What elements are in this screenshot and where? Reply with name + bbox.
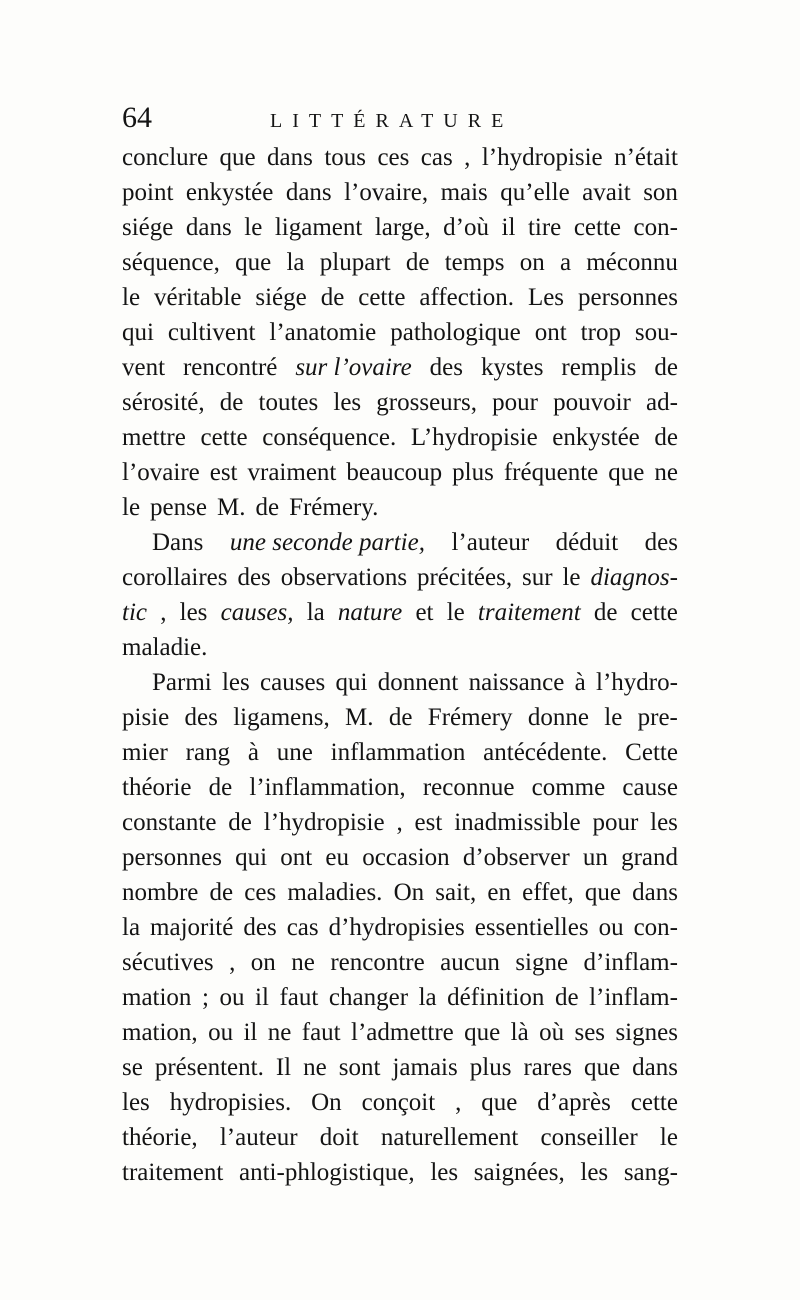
page-number: 64 <box>122 101 152 134</box>
word: conseiller <box>540 1124 638 1151</box>
word: le <box>122 284 141 311</box>
word: pour <box>592 809 639 836</box>
word: l’inflammation, <box>249 774 406 801</box>
word: con- <box>633 214 678 241</box>
word: Il <box>275 1054 292 1081</box>
text-line <box>122 420 678 455</box>
word: grand <box>621 844 678 871</box>
word: naissance <box>468 669 565 696</box>
text-line <box>122 840 678 875</box>
word: est <box>209 459 238 486</box>
text-line <box>122 140 678 175</box>
word: précitées, <box>416 564 513 591</box>
word: véritable <box>153 284 242 311</box>
word: hydropisies. <box>169 1089 292 1116</box>
text-line <box>122 770 678 805</box>
word: naturellement <box>380 1124 519 1151</box>
word: des <box>429 354 463 381</box>
word: faut <box>279 984 319 1011</box>
word: des <box>237 564 271 591</box>
word: les <box>122 1089 150 1116</box>
word: qui <box>235 844 268 871</box>
word: ou <box>219 984 245 1011</box>
word: qui <box>122 319 154 346</box>
word: conséquence. <box>262 424 397 451</box>
word: M. <box>216 494 246 521</box>
word: large, <box>374 214 431 241</box>
word: théorie, <box>122 1124 198 1151</box>
word: fréquente <box>503 459 599 486</box>
word: cette <box>573 214 621 241</box>
word: la <box>122 914 141 941</box>
word: donne <box>527 704 589 731</box>
word: sécutives <box>122 949 214 976</box>
word: sait, <box>435 879 477 906</box>
word: dans <box>285 179 332 206</box>
word: mier <box>122 739 168 766</box>
word: l’inflam- <box>589 984 678 1011</box>
word: ; <box>201 984 209 1011</box>
word: la <box>286 249 305 276</box>
word: essentielles <box>474 914 589 941</box>
word: n’était <box>614 144 678 171</box>
word: de <box>405 249 430 276</box>
word: cette <box>630 599 678 626</box>
word: rencontre <box>330 949 425 976</box>
word: siége <box>122 214 174 241</box>
word: rares <box>523 1054 573 1081</box>
text-line <box>122 455 678 490</box>
word: conçoit <box>361 1089 436 1116</box>
word: l’auteur <box>219 1124 298 1151</box>
word: enkystée <box>185 179 274 206</box>
word: il <box>501 214 516 241</box>
text-line <box>122 350 678 385</box>
word: rang <box>185 739 231 766</box>
word: inadmissible <box>454 809 581 836</box>
word: faut <box>301 1019 341 1046</box>
word: l’anatomie <box>269 319 377 346</box>
word: tous <box>324 144 366 171</box>
word: Les <box>527 284 565 311</box>
word: , <box>455 1089 462 1116</box>
word: où <box>539 1019 565 1046</box>
word: que <box>608 459 645 486</box>
word: cultivent <box>167 319 256 346</box>
word: vent <box>122 354 166 381</box>
word: des <box>243 914 277 941</box>
text-line <box>122 175 678 210</box>
word: cette <box>630 1089 678 1116</box>
word: , <box>229 949 236 976</box>
word: rencontré <box>182 354 278 381</box>
text-line <box>122 315 678 350</box>
word: pouvoir <box>553 389 631 416</box>
word: une <box>276 739 313 766</box>
word: en <box>487 879 511 906</box>
text-line <box>122 525 678 560</box>
word: L’hydropisie <box>410 424 538 451</box>
text-line <box>122 630 678 665</box>
word: à <box>247 739 259 766</box>
word: de <box>209 879 234 906</box>
word: mation, <box>122 1019 198 1046</box>
word: d’inflam- <box>583 949 678 976</box>
word: pense <box>150 494 207 521</box>
text-line <box>122 700 678 735</box>
word: séquence, <box>122 249 220 276</box>
word: ne <box>291 949 315 976</box>
word: le <box>122 494 141 521</box>
word: enkystée <box>552 424 640 451</box>
text-line <box>122 245 678 280</box>
word: il <box>243 1019 258 1046</box>
word: personnes <box>122 844 222 871</box>
word: les <box>221 669 250 696</box>
word: causes <box>260 669 326 696</box>
word: les <box>179 599 208 626</box>
word: que <box>219 144 256 171</box>
word: dans <box>632 879 678 906</box>
word: que <box>584 879 621 906</box>
word: l’hydropisie <box>263 809 385 836</box>
text-line <box>122 560 678 595</box>
word: cas <box>286 914 319 941</box>
word: ad- <box>646 389 678 416</box>
word: pre- <box>637 704 678 731</box>
word: que <box>584 1054 621 1081</box>
word: sur l’ovaire <box>295 354 412 381</box>
word: de <box>593 599 618 626</box>
word: effet, <box>522 879 574 906</box>
word: maladie. <box>122 634 208 661</box>
word: kystes <box>480 354 544 381</box>
word: d’après <box>537 1089 611 1116</box>
word: avait <box>582 179 631 206</box>
word: mais <box>440 179 488 206</box>
text-line <box>122 805 678 840</box>
word: nature <box>337 599 403 626</box>
word: que <box>464 1019 501 1046</box>
word: de <box>654 354 678 381</box>
word: remplis <box>561 354 637 381</box>
word: ne <box>303 1054 327 1081</box>
word: l’ovaire, <box>344 179 429 206</box>
word: les <box>650 809 678 836</box>
word: inflammation <box>330 739 466 766</box>
word: son <box>643 179 678 206</box>
word: tire <box>527 214 562 241</box>
word: observations <box>280 564 408 591</box>
word: plus <box>452 459 494 486</box>
word: le <box>244 214 263 241</box>
word: dans <box>185 214 232 241</box>
word: des <box>644 529 678 556</box>
word: que <box>481 1089 518 1116</box>
word: ces <box>377 144 410 171</box>
word: l’auteur <box>451 529 530 556</box>
word: et <box>415 599 434 626</box>
word: ont <box>534 319 567 346</box>
word: là <box>510 1019 529 1046</box>
word: jamais <box>392 1054 458 1081</box>
word: ont <box>280 844 313 871</box>
word: signes <box>615 1019 678 1046</box>
word: changer <box>328 984 409 1011</box>
word: comme <box>531 774 606 801</box>
word: plupart <box>319 249 391 276</box>
word: sou- <box>634 319 678 346</box>
word: l’admettre <box>351 1019 454 1046</box>
word: présentent. <box>154 1054 264 1081</box>
text-line <box>122 910 678 945</box>
word: il <box>255 984 269 1011</box>
word: Dans <box>152 529 204 556</box>
word: l’ovaire <box>122 459 200 486</box>
text-line <box>122 735 678 770</box>
word: pour <box>492 389 538 416</box>
word: mation <box>122 984 192 1011</box>
word: , <box>160 599 167 626</box>
word: donnent <box>377 669 459 696</box>
word: d’où <box>443 214 489 241</box>
word: cette <box>358 284 406 311</box>
word: des <box>184 704 218 731</box>
word: diagnos- <box>590 564 678 591</box>
word: conclure <box>122 144 209 171</box>
word: ou <box>598 914 624 941</box>
word: cas <box>420 144 453 171</box>
word: ne <box>654 459 678 486</box>
word: maladies. <box>287 879 383 906</box>
word: la <box>306 599 325 626</box>
text-line <box>122 280 678 315</box>
word: de <box>388 704 413 731</box>
word: vraiment <box>247 459 337 486</box>
word: signe <box>515 949 569 976</box>
word: On <box>393 879 425 906</box>
word: Frémery <box>427 704 513 731</box>
word: dans <box>267 144 313 171</box>
word: mettre <box>122 424 186 451</box>
word: une seconde partie, <box>229 529 425 556</box>
word: de <box>208 774 233 801</box>
body-text <box>122 140 678 1190</box>
text-line <box>122 665 678 700</box>
word: constante <box>122 809 217 836</box>
word: pisie <box>122 704 170 731</box>
word: cette <box>200 424 248 451</box>
word: on <box>519 249 545 276</box>
word: majorité <box>150 914 234 941</box>
word: reconnue <box>422 774 515 801</box>
word: ou <box>208 1019 234 1046</box>
text-line <box>122 1015 678 1050</box>
word: de <box>255 494 280 521</box>
word: définition <box>447 984 545 1011</box>
word: de <box>654 424 678 451</box>
word: temps <box>444 249 505 276</box>
word: con- <box>633 914 678 941</box>
word: le <box>604 704 623 731</box>
word: se <box>122 1054 143 1081</box>
text-line <box>122 875 678 910</box>
word: causes, <box>220 599 294 626</box>
text-line <box>122 1155 678 1190</box>
text-line <box>122 385 678 420</box>
word: occasion <box>362 844 450 871</box>
word: traitement <box>122 1159 224 1186</box>
text-line <box>122 1120 678 1155</box>
word: ligamens, <box>233 704 330 731</box>
word: à <box>574 669 586 696</box>
text-line <box>122 1085 678 1120</box>
text-line <box>122 980 678 1015</box>
word: les <box>580 1159 609 1186</box>
word: M. <box>345 704 374 731</box>
word: méconnu <box>586 249 678 276</box>
word: , <box>396 809 403 836</box>
word: d’hydropisies <box>328 914 465 941</box>
word: a <box>559 249 572 276</box>
word: le <box>659 1124 678 1151</box>
word: point <box>122 179 174 206</box>
word: de <box>228 809 252 836</box>
word: sont <box>338 1054 381 1081</box>
word: cause <box>622 774 678 801</box>
word: saignées, <box>473 1159 565 1186</box>
word: nombre <box>122 879 199 906</box>
running-head <box>122 96 682 146</box>
word: qu’elle <box>500 179 570 206</box>
word: beaucoup <box>346 459 443 486</box>
word: déduit <box>555 529 619 556</box>
word: antécédente. <box>483 739 608 766</box>
word: Parmi <box>152 669 212 696</box>
word: est <box>414 809 443 836</box>
word: qui <box>335 669 368 696</box>
word: personnes <box>577 284 678 311</box>
word: de <box>219 389 244 416</box>
word: toutes <box>258 389 319 416</box>
word: de <box>320 284 345 311</box>
word: la <box>418 984 437 1011</box>
word: le <box>562 564 581 591</box>
word: traitement <box>477 599 581 626</box>
word: siége <box>255 284 307 311</box>
running-title: LITTÉRATURE <box>270 110 514 132</box>
word: grosseurs, <box>376 389 477 416</box>
word: sang- <box>623 1159 678 1186</box>
word: corollaires <box>122 564 228 591</box>
word: ligament <box>274 214 363 241</box>
text-line <box>122 490 678 525</box>
word: On <box>311 1089 342 1116</box>
word: le <box>446 599 465 626</box>
word: Cette <box>625 739 678 766</box>
word: les <box>333 389 362 416</box>
text-line <box>122 210 678 245</box>
word: tic <box>122 599 147 626</box>
word: ces <box>244 879 277 906</box>
word: ne <box>267 1019 292 1046</box>
text-line <box>122 1050 678 1085</box>
word: théorie <box>122 774 192 801</box>
text-line <box>122 595 678 630</box>
word: un <box>582 844 608 871</box>
word: , <box>464 144 471 171</box>
text-line <box>122 945 678 980</box>
word: eu <box>325 844 350 871</box>
word: anti-phlogistique, <box>239 1159 415 1186</box>
word: de <box>554 984 579 1011</box>
word: Frémery. <box>289 494 379 521</box>
word: pathologique <box>390 319 521 346</box>
word: dans <box>632 1054 678 1081</box>
word: aucun <box>440 949 500 976</box>
word: ses <box>574 1019 606 1046</box>
word: l’hydropisie <box>481 144 603 171</box>
word: les <box>430 1159 459 1186</box>
word: on <box>250 949 276 976</box>
word: plus <box>469 1054 512 1081</box>
word: d’observer <box>462 844 570 871</box>
word: que <box>235 249 272 276</box>
word: sérosité, <box>122 389 205 416</box>
word: sur <box>522 564 553 591</box>
word: affection. <box>419 284 514 311</box>
word: trop <box>580 319 621 346</box>
word: doit <box>319 1124 359 1151</box>
word: l’hydro- <box>596 669 678 696</box>
